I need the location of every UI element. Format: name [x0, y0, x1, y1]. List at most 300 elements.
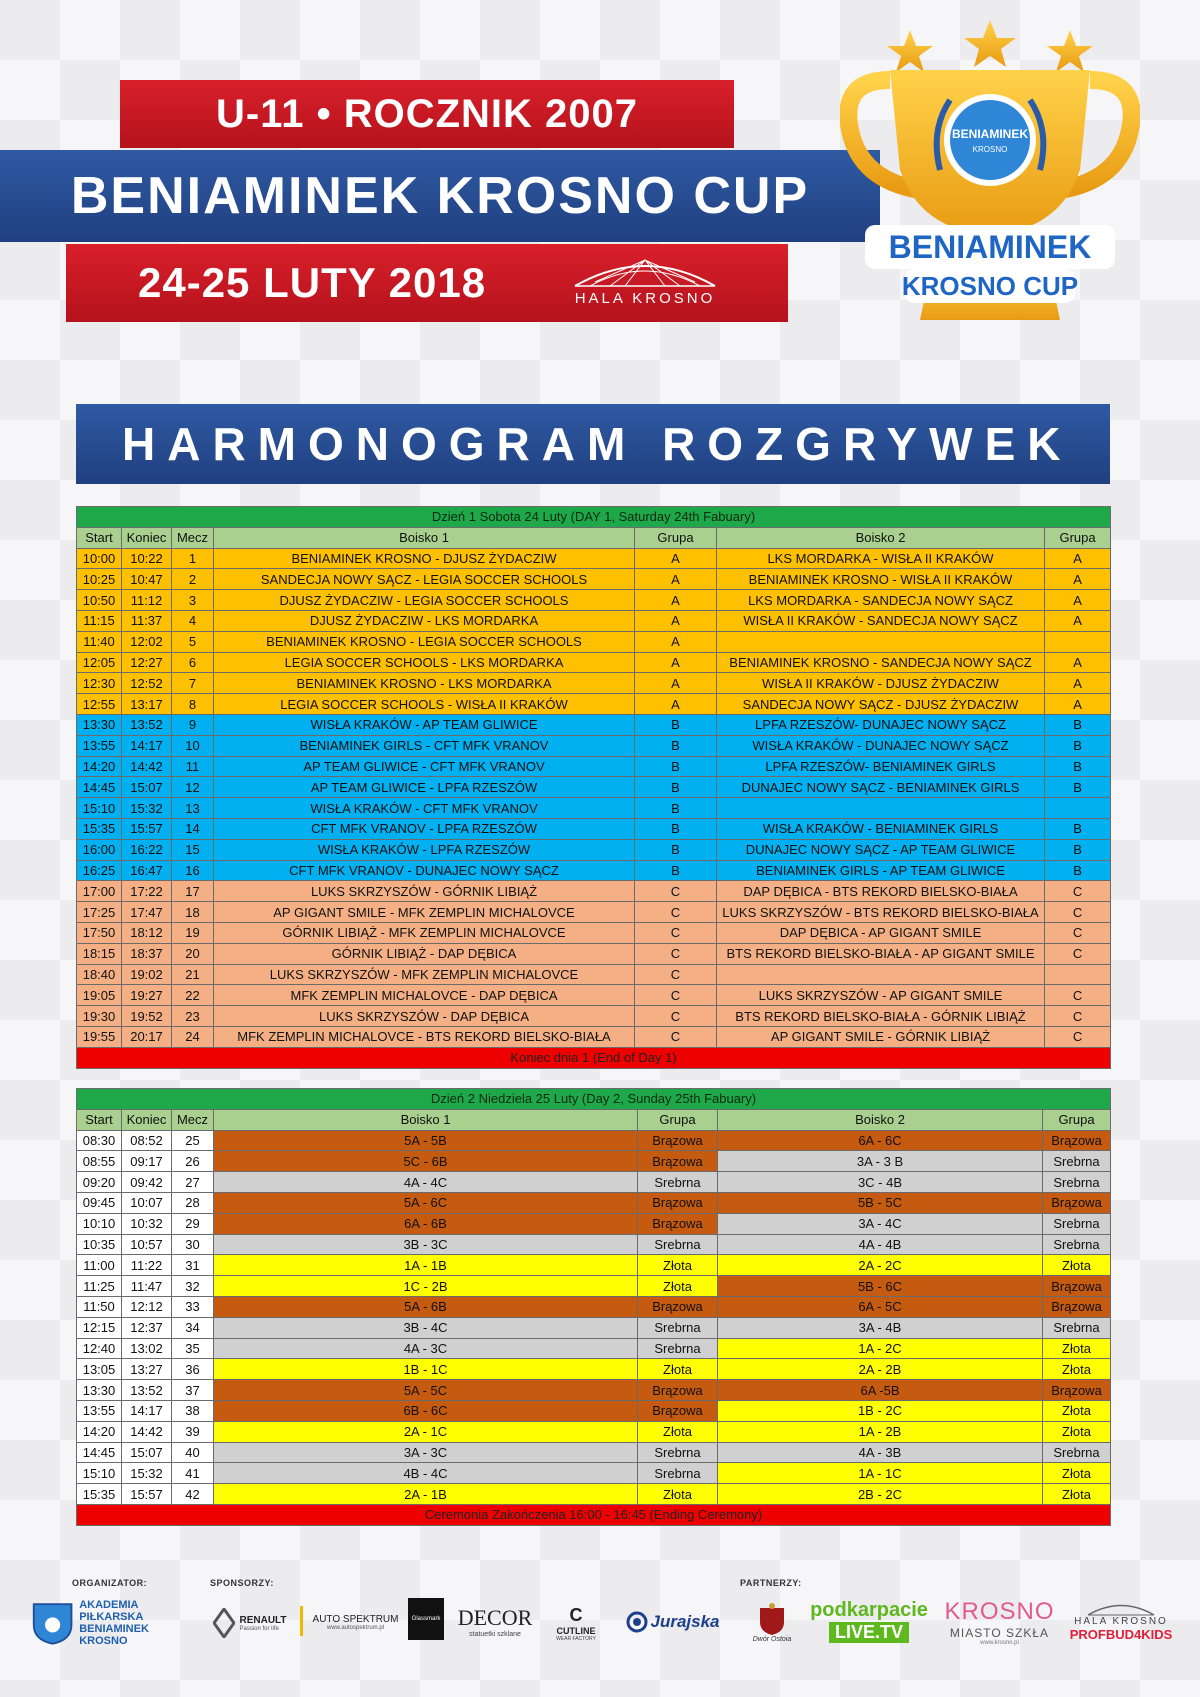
pitch1-group: A: [635, 569, 717, 590]
table-row: [77, 1317, 1111, 1338]
table-row: [77, 1255, 1111, 1276]
pitch1-group: B: [635, 860, 717, 881]
pitch1-group: C: [635, 881, 717, 902]
cup-banner: [0, 150, 880, 242]
badge-text: BENIAMINEK: [951, 127, 1029, 141]
table-row: [77, 735, 1111, 756]
table-row: [77, 881, 1111, 902]
table-row: [77, 631, 1111, 652]
pitch2-match: 6A -5B: [718, 1380, 1043, 1401]
pitch2-group: B: [1045, 860, 1111, 881]
pitch2-group: B: [1045, 777, 1111, 798]
pitch2-match: BTS REKORD BIELSKO-BIAŁA - GÓRNIK LIBIĄŻ: [717, 1006, 1045, 1027]
end-time: 08:52: [122, 1130, 172, 1151]
start-time: 18:15: [77, 943, 122, 964]
match-number: 38: [172, 1400, 214, 1421]
end-time: 13:02: [122, 1338, 172, 1359]
match-number: 4: [172, 610, 214, 631]
start-time: 09:20: [77, 1172, 122, 1193]
pitch1-group: C: [635, 1006, 717, 1027]
end-row: [77, 1504, 1111, 1525]
match-number: 18: [172, 902, 214, 923]
pitch1-group: Brązowa: [638, 1380, 718, 1401]
end-time: 14:17: [122, 1400, 172, 1421]
pitch1-group: C: [635, 985, 717, 1006]
pitch2-match: 1A - 2C: [718, 1338, 1043, 1359]
pitch2-group: A: [1045, 652, 1111, 673]
pitch1-group: Srebrna: [638, 1442, 718, 1463]
table-row: [77, 569, 1111, 590]
table-row: [77, 1338, 1111, 1359]
pitch2-group: Srebrna: [1043, 1234, 1111, 1255]
pitch1-match: WISŁA KRAKÓW - LPFA RZESZÓW: [214, 839, 635, 860]
end-time: 15:07: [122, 1442, 172, 1463]
pitch2-match: 4A - 4B: [718, 1234, 1043, 1255]
end-time: 12:37: [122, 1317, 172, 1338]
start-time: 08:55: [77, 1151, 122, 1172]
pitch1-group: B: [635, 756, 717, 777]
table-row: [77, 694, 1111, 715]
pitch1-group: Brązowa: [638, 1130, 718, 1151]
column-header: Grupa: [635, 527, 717, 548]
pitch1-group: C: [635, 1026, 717, 1047]
start-time: 12:40: [77, 1338, 122, 1359]
column-header: Grupa: [1043, 1109, 1111, 1130]
match-number: 39: [172, 1421, 214, 1442]
end-time: 15:32: [122, 798, 172, 819]
end-time: 10:32: [122, 1213, 172, 1234]
column-header-row: [77, 1109, 1111, 1130]
end-text: Ceremonia Zakończenia 16:00 - 16:45 (Ending Ceremony): [77, 1504, 1111, 1525]
renault-logo: [205, 1600, 295, 1646]
start-time: 11:50: [77, 1296, 122, 1317]
table-row: [77, 839, 1111, 860]
star-icon: [964, 20, 1016, 67]
pitch2-match: 5B - 5C: [718, 1192, 1043, 1213]
pitch2-group: A: [1045, 610, 1111, 631]
match-number: 15: [172, 839, 214, 860]
pitch2-group: A: [1045, 569, 1111, 590]
pitch1-group: C: [635, 922, 717, 943]
end-time: 12:52: [122, 673, 172, 694]
column-header: Koniec: [122, 527, 172, 548]
match-number: 6: [172, 652, 214, 673]
pitch1-group: Srebrna: [638, 1463, 718, 1484]
pitch2-group: Złota: [1043, 1359, 1111, 1380]
pitch1-match: 5A - 6B: [214, 1296, 638, 1317]
column-header: Mecz: [172, 1109, 214, 1130]
cutline-sub: WEAR FACTORY: [556, 1635, 596, 1642]
pitch2-match: DAP DĘBICA - BTS REKORD BIELSKO-BIAŁA: [717, 881, 1045, 902]
table-row: [77, 1442, 1111, 1463]
day-header: Dzień 1 Sobota 24 Luty (DAY 1, Saturday 24th Fabuary): [77, 507, 1111, 528]
column-header-row: [77, 527, 1111, 548]
pitch2-match: BTS REKORD BIELSKO-BIAŁA - AP GIGANT SMILE: [717, 943, 1045, 964]
pitch2-group: Srebrna: [1043, 1151, 1111, 1172]
cutline-text: CUTLINE: [556, 1625, 596, 1636]
pitch1-match: BENIAMINEK KROSNO - LKS MORDARKA: [214, 673, 635, 694]
pitch1-group: Srebrna: [638, 1172, 718, 1193]
pitch2-match: DUNAJEC NOWY SĄCZ - BENIAMINEK GIRLS: [717, 777, 1045, 798]
pitch2-match: 2A - 2B: [718, 1359, 1043, 1380]
end-time: 16:22: [122, 839, 172, 860]
pitch2-match: 3A - 4C: [718, 1213, 1043, 1234]
match-number: 42: [172, 1484, 214, 1505]
pitch2-match: LPFA RZESZÓW- BENIAMINEK GIRLS: [717, 756, 1045, 777]
pitch2-group: C: [1045, 922, 1111, 943]
pitch1-group: Złota: [638, 1276, 718, 1297]
pitch1-group: B: [635, 798, 717, 819]
crest-icon: [757, 1602, 787, 1636]
pitch2-match: 3A - 4B: [718, 1317, 1043, 1338]
match-number: 16: [172, 860, 214, 881]
decor-sub: statuetki szklane: [469, 1630, 521, 1638]
pitch2-group: [1045, 798, 1111, 819]
start-time: 10:50: [77, 590, 122, 611]
match-number: 33: [172, 1296, 214, 1317]
pitch1-match: BENIAMINEK KROSNO - DJUSZ ŻYDACZIW: [214, 548, 635, 569]
autospektrum-sub: www.autospektrum.pl: [326, 1624, 385, 1631]
table-row: [77, 756, 1111, 777]
pitch2-match: WISŁA II KRAKÓW - DJUSZ ŻYDACZIW: [717, 673, 1045, 694]
pitch2-match: AP GIGANT SMILE - GÓRNIK LIBIĄŻ: [717, 1026, 1045, 1047]
hala-footer-text: HALA KROSNO: [1074, 1616, 1168, 1627]
pitch1-group: Brązowa: [638, 1151, 718, 1172]
pitch2-match: WISŁA II KRAKÓW - SANDECJA NOWY SĄCZ: [717, 610, 1045, 631]
pitch1-group: Brązowa: [638, 1296, 718, 1317]
match-number: 37: [172, 1380, 214, 1401]
jurajska-text: Jurajska: [650, 1612, 720, 1631]
logo-line2: KROSNO CUP: [901, 271, 1079, 301]
pitch2-group: Srebrna: [1043, 1317, 1111, 1338]
pitch2-group: Brązowa: [1043, 1130, 1111, 1151]
table-row: [77, 1421, 1111, 1442]
pitch1-match: 4B - 4C: [214, 1463, 638, 1484]
end-time: 11:12: [122, 590, 172, 611]
pitch1-match: LUKS SKRZYSZÓW - DAP DĘBICA: [214, 1006, 635, 1027]
end-time: 15:32: [122, 1463, 172, 1484]
pitch1-group: A: [635, 652, 717, 673]
pitch1-match: LEGIA SOCCER SCHOOLS - LKS MORDARKA: [214, 652, 635, 673]
match-number: 3: [172, 590, 214, 611]
decor-logo: [455, 1600, 535, 1642]
match-number: 40: [172, 1442, 214, 1463]
start-time: 14:45: [77, 777, 122, 798]
pitch1-match: SANDECJA NOWY SĄCZ - LEGIA SOCCER SCHOOLS: [214, 569, 635, 590]
column-header: Start: [77, 527, 122, 548]
pitch1-match: AP TEAM GLIWICE - CFT MFK VRANOV: [214, 756, 635, 777]
pitch1-match: MFK ZEMPLIN MICHALOVCE - BTS REKORD BIELSKO-BIAŁA: [214, 1026, 635, 1047]
pitch2-match: 3C - 4B: [718, 1172, 1043, 1193]
start-time: 16:00: [77, 839, 122, 860]
end-time: 09:42: [122, 1172, 172, 1193]
table-row: [77, 964, 1111, 985]
match-number: 13: [172, 798, 214, 819]
match-number: 19: [172, 922, 214, 943]
arena-roof-icon: [570, 252, 720, 288]
match-number: 8: [172, 694, 214, 715]
start-time: 15:10: [77, 1463, 122, 1484]
pitch1-match: WISŁA KRAKÓW - CFT MFK VRANOV: [214, 798, 635, 819]
pitch1-match: 1A - 1B: [214, 1255, 638, 1276]
pitch2-group: Brązowa: [1043, 1192, 1111, 1213]
end-text: Koniec dnia 1 (End of Day 1): [77, 1047, 1111, 1068]
day-header: Dzień 2 Niedziela 25 Luty (Day 2, Sunday 25th Fabuary): [77, 1089, 1111, 1110]
start-time: 11:15: [77, 610, 122, 631]
pitch1-match: 1C - 2B: [214, 1276, 638, 1297]
start-time: 15:35: [77, 818, 122, 839]
match-number: 27: [172, 1172, 214, 1193]
match-number: 21: [172, 964, 214, 985]
pitch1-group: A: [635, 590, 717, 611]
start-time: 16:25: [77, 860, 122, 881]
match-number: 23: [172, 1006, 214, 1027]
start-time: 12:55: [77, 694, 122, 715]
pitch1-match: 2A - 1B: [214, 1484, 638, 1505]
start-time: 19:30: [77, 1006, 122, 1027]
end-time: 19:02: [122, 964, 172, 985]
pitch1-group: Złota: [638, 1484, 718, 1505]
end-time: 20:17: [122, 1026, 172, 1047]
table-row: [77, 860, 1111, 881]
match-number: 29: [172, 1213, 214, 1234]
column-header: Koniec: [122, 1109, 172, 1130]
pitch2-group: Brązowa: [1043, 1276, 1111, 1297]
column-header: Grupa: [1045, 527, 1111, 548]
start-time: 12:30: [77, 673, 122, 694]
shield-icon: [30, 1599, 75, 1647]
table-row: [77, 1484, 1111, 1505]
end-time: 14:17: [122, 735, 172, 756]
pitch2-match: 3A - 3 B: [718, 1151, 1043, 1172]
start-time: 11:40: [77, 631, 122, 652]
pitch2-group: C: [1045, 985, 1111, 1006]
end-time: 10:47: [122, 569, 172, 590]
match-number: 31: [172, 1255, 214, 1276]
start-time: 14:20: [77, 1421, 122, 1442]
column-header: Boisko 1: [214, 1109, 638, 1130]
star-icon: [1047, 30, 1093, 72]
start-time: 08:30: [77, 1130, 122, 1151]
table-row: [77, 1400, 1111, 1421]
match-number: 5: [172, 631, 214, 652]
match-number: 20: [172, 943, 214, 964]
autospektrum-text: AUTO SPEKTRUM: [312, 1613, 399, 1625]
match-number: 7: [172, 673, 214, 694]
pitch1-group: B: [635, 714, 717, 735]
pitch2-match: WISŁA KRAKÓW - DUNAJEC NOWY SĄCZ: [717, 735, 1045, 756]
pitch2-group: A: [1045, 694, 1111, 715]
pitch2-match: LPFA RZESZÓW- DUNAJEC NOWY SĄCZ: [717, 714, 1045, 735]
end-time: 13:52: [122, 714, 172, 735]
end-time: 13:52: [122, 1380, 172, 1401]
start-time: 10:25: [77, 569, 122, 590]
day2-schedule-table: [76, 1088, 1111, 1526]
pitch1-group: Złota: [638, 1359, 718, 1380]
end-time: 09:17: [122, 1151, 172, 1172]
age-banner: [120, 80, 734, 148]
pitch2-group: Złota: [1043, 1255, 1111, 1276]
match-number: 24: [172, 1026, 214, 1047]
pitch1-group: A: [635, 548, 717, 569]
pitch2-match: 1A - 2B: [718, 1421, 1043, 1442]
pitch2-match: 2A - 2C: [718, 1255, 1043, 1276]
table-row: [77, 1151, 1111, 1172]
pitch2-group: Złota: [1043, 1400, 1111, 1421]
podkarpacie-live-logo: [800, 1596, 938, 1646]
pitch2-match: 1B - 2C: [718, 1400, 1043, 1421]
profbud-text: PROFBUD4KIDS: [1069, 1627, 1173, 1642]
pitch1-match: MFK ZEMPLIN MICHALOVCE - DAP DĘBICA: [214, 985, 635, 1006]
krosno-text: KROSNO: [944, 1598, 1055, 1625]
table-row: [77, 985, 1111, 1006]
match-number: 26: [172, 1151, 214, 1172]
pitch1-group: Brązowa: [638, 1400, 718, 1421]
pitch2-match: LKS MORDARKA - WISŁA II KRAKÓW: [717, 548, 1045, 569]
partners-label: PARTNERZY:: [740, 1578, 802, 1588]
logo-line1: BENIAMINEK: [888, 229, 1092, 265]
pitch2-match: [717, 798, 1045, 819]
pitch2-group: C: [1045, 1026, 1111, 1047]
pitch1-group: A: [635, 673, 717, 694]
pitch1-match: 2A - 1C: [214, 1421, 638, 1442]
start-time: 14:20: [77, 756, 122, 777]
column-header: Boisko 2: [717, 527, 1045, 548]
pitch1-group: Srebrna: [638, 1317, 718, 1338]
start-time: 14:45: [77, 1442, 122, 1463]
jurajska-logo: [615, 1602, 730, 1642]
star-icon: [887, 30, 933, 72]
pitch1-match: LUKS SKRZYSZÓW - GÓRNIK LIBIĄŻ: [214, 881, 635, 902]
pitch1-match: 3B - 4C: [214, 1317, 638, 1338]
age-text: U-11 • ROCZNIK 2007: [215, 91, 639, 136]
pitch1-group: C: [635, 964, 717, 985]
krosno-sub1: MIASTO SZKŁA: [949, 1626, 1050, 1640]
hala-profbud-logo: [1062, 1592, 1180, 1650]
table-row: [77, 798, 1111, 819]
pitch1-match: CFT MFK VRANOV - DUNAJEC NOWY SĄCZ: [214, 860, 635, 881]
pitch2-match: 5B - 6C: [718, 1276, 1043, 1297]
pitch2-group: B: [1045, 756, 1111, 777]
pitch2-group: Złota: [1043, 1338, 1111, 1359]
table-row: [77, 1296, 1111, 1317]
pitch1-group: B: [635, 777, 717, 798]
start-time: 13:55: [77, 735, 122, 756]
pitch1-match: CFT MFK VRANOV - LPFA RZESZÓW: [214, 818, 635, 839]
match-number: 41: [172, 1463, 214, 1484]
start-time: 18:40: [77, 964, 122, 985]
renault-text: RENAULT: [239, 1614, 287, 1626]
pitch1-match: 1B - 1C: [214, 1359, 638, 1380]
pitch1-group: Złota: [638, 1421, 718, 1442]
pitch2-match: 2B - 2C: [718, 1484, 1043, 1505]
jurajska-swirl-icon: [626, 1611, 648, 1633]
match-number: 14: [172, 818, 214, 839]
end-time: 14:42: [122, 1421, 172, 1442]
decor-text: DECOR: [457, 1604, 533, 1630]
end-time: 12:02: [122, 631, 172, 652]
renault-diamond-icon: [213, 1608, 235, 1638]
match-number: 36: [172, 1359, 214, 1380]
renault-sub: Passion for life: [239, 1625, 279, 1632]
match-number: 35: [172, 1338, 214, 1359]
column-header: Boisko 2: [718, 1109, 1043, 1130]
schedule-title-bar: [76, 404, 1110, 484]
pitch1-match: 4A - 3C: [214, 1338, 638, 1359]
pitch2-group: Brązowa: [1043, 1380, 1111, 1401]
pitch2-group: C: [1045, 1006, 1111, 1027]
match-number: 1: [172, 548, 214, 569]
pitch1-group: Srebrna: [638, 1338, 718, 1359]
day1-schedule-table: [76, 506, 1111, 1069]
pitch2-group: Złota: [1043, 1484, 1111, 1505]
pitch1-group: A: [635, 694, 717, 715]
pitch1-group: Brązowa: [638, 1213, 718, 1234]
krosno-url: www.krosno.pl: [980, 1640, 1019, 1646]
end-time: 10:57: [122, 1234, 172, 1255]
pitch1-group: Srebrna: [638, 1234, 718, 1255]
match-number: 34: [172, 1317, 214, 1338]
table-row: [77, 714, 1111, 735]
pitch2-group: B: [1045, 818, 1111, 839]
pitch2-match: 6A - 6C: [718, 1130, 1043, 1151]
table-row: [77, 1213, 1111, 1234]
column-header: Boisko 1: [214, 527, 635, 548]
organizer-label: ORGANIZATOR:: [72, 1578, 148, 1588]
pitch1-match: 5C - 6B: [214, 1151, 638, 1172]
pitch2-group: B: [1045, 839, 1111, 860]
end-time: 10:22: [122, 548, 172, 569]
match-number: 12: [172, 777, 214, 798]
pitch2-match: LUKS SKRZYSZÓW - BTS REKORD BIELSKO-BIAŁA: [717, 902, 1045, 923]
pitch1-match: 5A - 5C: [214, 1380, 638, 1401]
pitch2-group: Złota: [1043, 1463, 1111, 1484]
pitch2-match: BENIAMINEK GIRLS - AP TEAM GLIWICE: [717, 860, 1045, 881]
pitch1-match: DJUSZ ŻYDACZIW - LEGIA SOCCER SCHOOLS: [214, 590, 635, 611]
end-time: 15:57: [122, 818, 172, 839]
start-time: 13:30: [77, 714, 122, 735]
table-row: [77, 1234, 1111, 1255]
start-time: 19:05: [77, 985, 122, 1006]
pitch1-match: 6B - 6C: [214, 1400, 638, 1421]
end-time: 18:37: [122, 943, 172, 964]
match-number: 2: [172, 569, 214, 590]
table-row: [77, 548, 1111, 569]
pitch2-match: BENIAMINEK KROSNO - SANDECJA NOWY SĄCZ: [717, 652, 1045, 673]
start-time: 17:50: [77, 922, 122, 943]
table-row: [77, 818, 1111, 839]
end-time: 17:22: [122, 881, 172, 902]
pitch1-group: B: [635, 818, 717, 839]
start-time: 13:05: [77, 1359, 122, 1380]
pitch2-match: DAP DĘBICA - AP GIGANT SMILE: [717, 922, 1045, 943]
dwor-ostoia-logo: [742, 1594, 802, 1650]
pitch1-match: 6A - 6B: [214, 1213, 638, 1234]
pitch1-match: DJUSZ ŻYDACZIW - LKS MORDARKA: [214, 610, 635, 631]
pitch1-match: WISŁA KRAKÓW - AP TEAM GLIWICE: [214, 714, 635, 735]
pitch1-match: 4A - 4C: [214, 1172, 638, 1193]
pitch2-group: Srebrna: [1043, 1442, 1111, 1463]
hala-krosno-logo: [560, 252, 730, 314]
pitch2-match: 4A - 3B: [718, 1442, 1043, 1463]
pitch1-group: A: [635, 610, 717, 631]
glassmark-text: Glassmark: [411, 1616, 441, 1622]
start-time: 19:55: [77, 1026, 122, 1047]
sponsor-footer: [0, 1570, 1200, 1680]
pitch2-group: [1045, 631, 1111, 652]
pitch1-match: BENIAMINEK KROSNO - LEGIA SOCCER SCHOOLS: [214, 631, 635, 652]
pitch1-match: 3A - 3C: [214, 1442, 638, 1463]
